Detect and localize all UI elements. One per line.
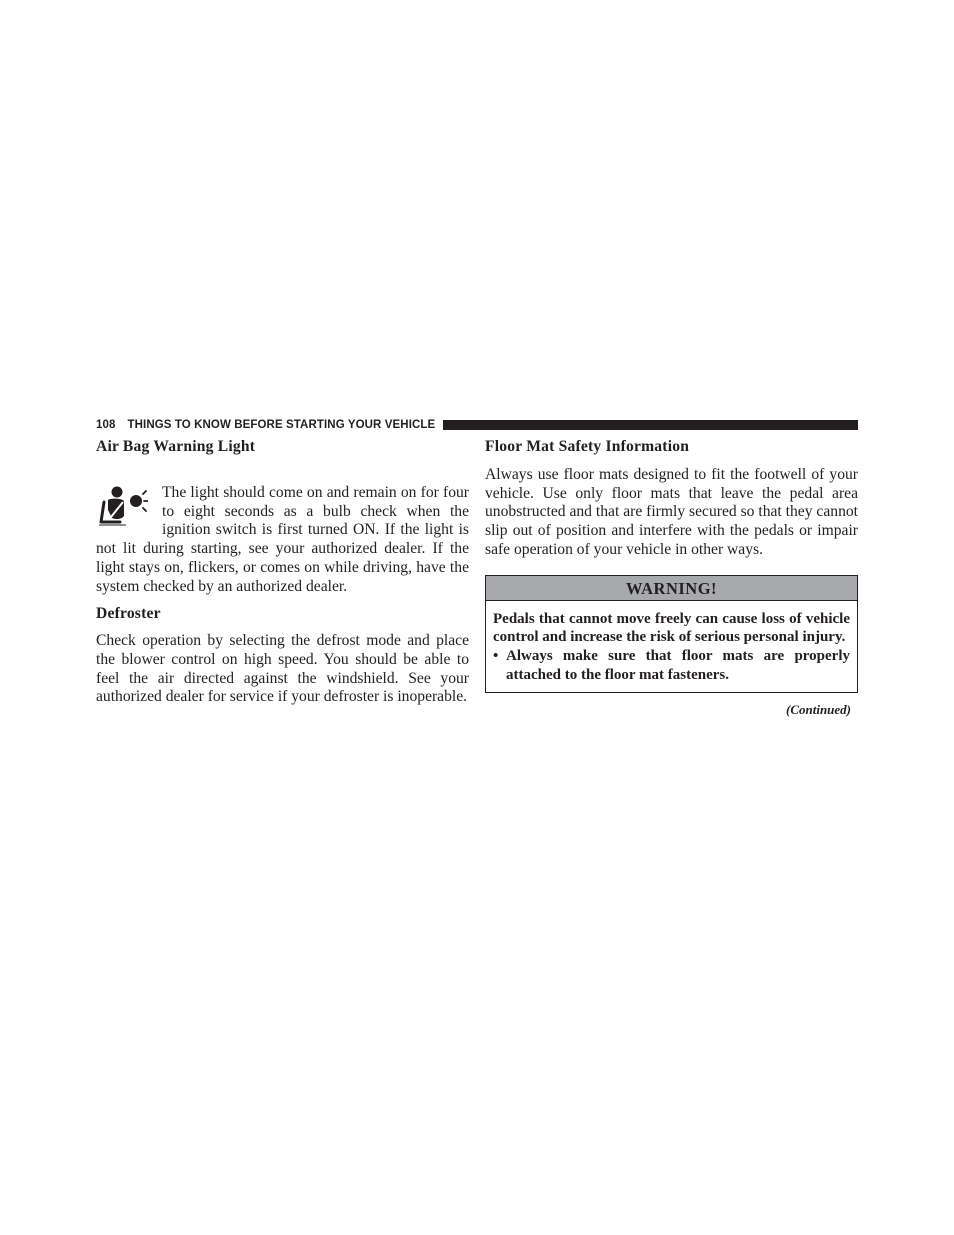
warning-paragraph: Pedals that cannot move freely can cause loss of vehicle control and increase the risk of serious personal injury. (493, 610, 850, 646)
left-column (96, 438, 469, 707)
floor-mat-paragraph: Always use floor mats designed to fit the footwell of your vehicle. Use only floor mats that leave the pedal area unobstructed and that are firmly secured so that they cannot slip out of position and interfere with the pedals or impair safe operation of your vehicle in other ways. (485, 465, 858, 558)
right-column (485, 438, 858, 719)
continued-note: (Continued) (785, 701, 851, 717)
header-rule (443, 420, 858, 430)
page-number: 108 (96, 418, 116, 431)
airbag-heading: Air Bag Warning Light (96, 438, 256, 455)
warning-body (486, 601, 857, 692)
warning-title: WARNING! (486, 576, 857, 601)
airbag-section (96, 484, 469, 597)
warning-bullet-item (493, 647, 850, 685)
warning-box (485, 575, 858, 693)
defroster-heading: Defroster (96, 605, 161, 623)
section-title: THINGS TO KNOW BEFORE STARTING YOUR VEHICLE (127, 418, 436, 431)
bullet-icon: • (493, 648, 499, 664)
floor-mat-heading: Floor Mat Safety Information (485, 438, 690, 455)
airbag-warning-icon (96, 484, 148, 528)
page-header (96, 417, 858, 432)
airbag-paragraph: The light should come on and remain on for four to eight seconds as a bulb check when the ignition switch is first turned ON. If the light is not lit during starting, see your authorized dealer. If the light stays on, flickers, or comes on while driving, have the system checked by an authorized dealer. (96, 483, 469, 595)
defroster-paragraph: Check operation by selecting the defrost mode and place the blower control on high speed. You should be able to feel the air directed against the windshield. See your authorized dealer for service if your defroster is inoperable. (96, 632, 469, 706)
warning-bullet-text: Always make sure that floor mats are properly attached to the floor mat fasteners. (506, 648, 850, 683)
